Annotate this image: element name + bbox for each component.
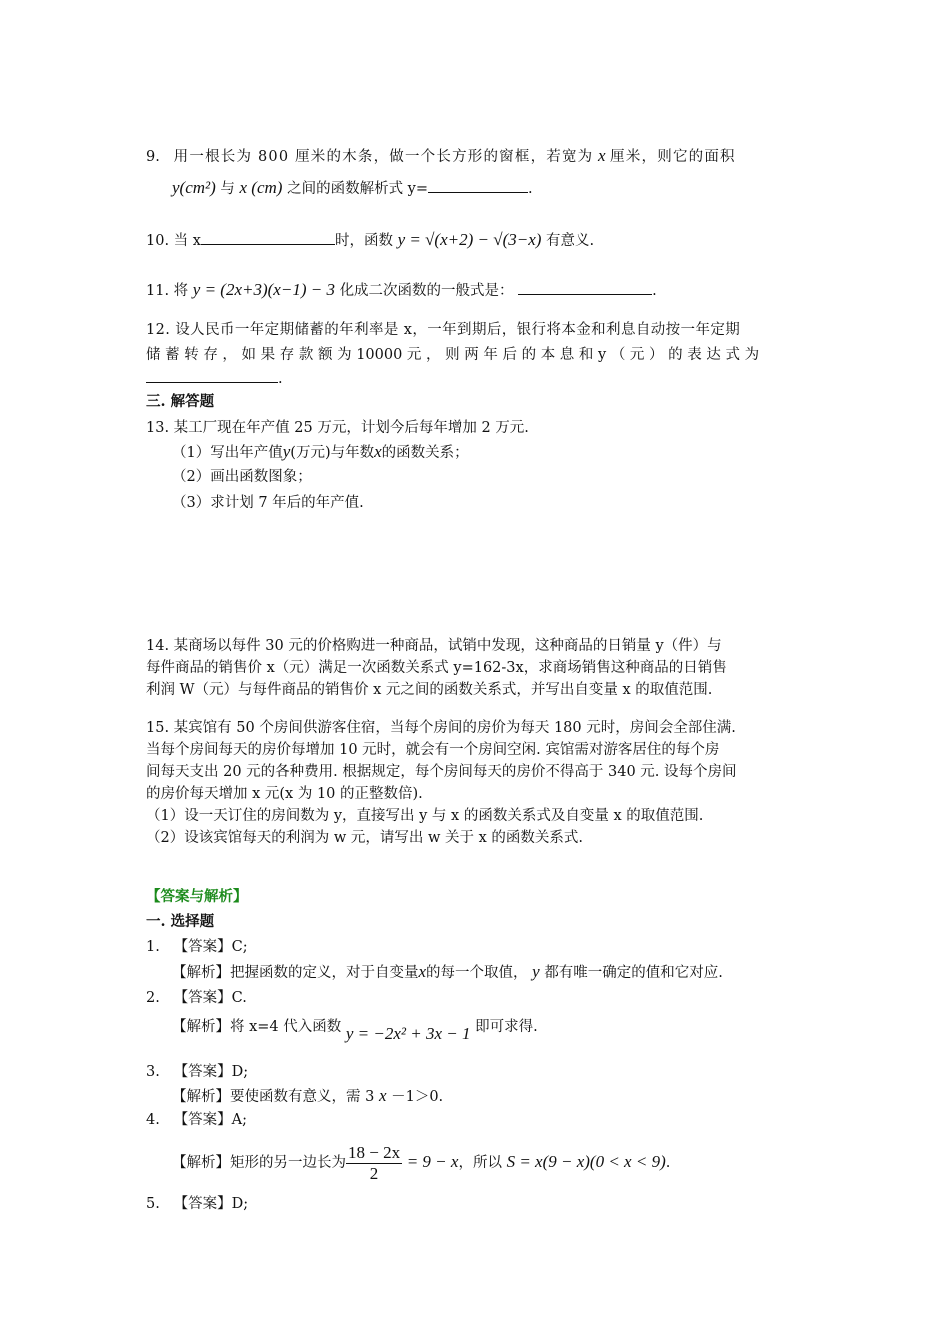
q9-text-a: 用一根长为 800 厘米的木条，做一个长方形的窗框，若宽为 (173, 149, 594, 165)
answer-4-exp-a: 【解析】矩形的另一边长为 (172, 1155, 346, 1171)
q9-end: . (528, 181, 533, 197)
q13-sub1-text-c: 的函数关系； (381, 445, 469, 461)
q13-sub1 (172, 442, 469, 463)
answer-5-number: 5. (146, 1196, 160, 1212)
q9-y-unit: y(cm²) (172, 178, 216, 197)
answer-3-var-x: x (378, 1086, 387, 1105)
q9-number: 9. (146, 149, 160, 165)
q9-var-x: x (597, 146, 606, 165)
q9-x-unit: x (cm) (239, 178, 283, 197)
answer-1-var-x: x (418, 962, 427, 981)
q15-sub2: （2）设该宾馆每天的利润为 w 元，请写出 w 关于 x 的函数关系式. (146, 830, 583, 846)
q15-line4: 的房价每天增加 x 元(x 为 10 的正整数倍). (146, 786, 423, 802)
q12-line2: 储 蓄 转 存 ， 如 果 存 款 额 为 10000 元 ， 则 两 年 后 的 本 息 和 y （ 元 ） 的 表 达 式 为 (146, 347, 760, 363)
answer-3-exp-b: －1＞0. (391, 1089, 444, 1105)
answer-3 (146, 1062, 248, 1082)
answer-1 (146, 937, 248, 957)
q13-var-x: x (374, 442, 382, 461)
q15-line2: 当每个房间每天的房价每增加 10 元时，就会有一个房间空闲. 宾馆需对游客居住的每个房 (146, 742, 720, 758)
answer-1-var-y: y (532, 962, 540, 981)
answer-1-explanation (172, 962, 723, 983)
answer-1-exp-c: 都有唯一确定的值和它对应. (544, 965, 723, 981)
answer-3-explanation (172, 1086, 443, 1107)
answer-4-equation: = 9 − x (406, 1152, 459, 1171)
answer-2-explanation (172, 1016, 538, 1043)
answer-4-number: 4. (146, 1112, 160, 1128)
q12-answer-blank[interactable] (146, 368, 278, 383)
q11-number: 11. (146, 283, 170, 299)
answer-2-value: 【答案】C. (173, 990, 247, 1006)
answer-1-exp-b: 的每一个取值， (426, 965, 528, 981)
answer-2-exp-a: 【解析】将 x=4 代入函数 (172, 1019, 342, 1035)
answer-4-fraction (346, 1143, 402, 1184)
q9-line1 (146, 146, 736, 167)
answer-4-frac-numerator: 18 − 2x (348, 1142, 401, 1162)
answer-1-value: 【答案】C; (173, 939, 248, 955)
q13-sub1-text-a: （1）写出年产值 (172, 445, 283, 461)
q14-line1: 14. 某商场以每件 30 元的价格购进一种商品，试销中发现，这种商品的日销量 y（件）与 (146, 638, 722, 654)
answer-1-exp-a: 【解析】把握函数的定义，对于自变量 (172, 965, 419, 981)
answer-4-end: . (665, 1155, 671, 1171)
answer-4-frac-denominator: 2 (369, 1163, 379, 1183)
q14-line2: 每件商品的销售价 x（元）满足一次函数关系式 y=162-3x，求商场销售这种商品的日销售 (146, 660, 727, 676)
answer-2 (146, 988, 247, 1008)
q14-line3: 利润 W（元）与每件商品的销售价 x 元之间的函数关系式，并写出自变量 x 的取值范围. (146, 682, 713, 698)
answers-section-1: 一. 选择题 (146, 913, 215, 930)
q10-text-c: 有意义. (546, 233, 595, 249)
q11-end: . (652, 283, 657, 299)
answer-2-number: 2. (146, 990, 160, 1006)
q11-formula: y = (2x+3)(x−1) − 3 (192, 280, 335, 299)
q13-sub1-text-b: (万元)与年数 (290, 445, 375, 461)
q15-line1: 15. 某宾馆有 50 个房间供游客住宿，当每个房间的房价为每天 180 元时，房间会全部住满. (146, 720, 736, 736)
answer-2-exp-b: 即可求得. (475, 1019, 538, 1035)
q10-formula: y = √(x+2) − √(3−x) (397, 230, 542, 249)
q12-line1: 12. 设人民币一年定期储蓄的年利率是 x，一年到期后，银行将本金和利息自动按一年定期 (146, 322, 741, 338)
answer-4-formula: S = x(9 − x)(0 < x < 9) (506, 1152, 666, 1171)
answer-3-value: 【答案】D; (173, 1064, 249, 1080)
q9-text-c: 之间的函数解析式 y= (287, 181, 429, 197)
answer-3-exp-a: 【解析】要使函数有意义，需 3 (172, 1089, 375, 1105)
answer-1-number: 1. (146, 939, 160, 955)
q10-text-a: 当 x (173, 233, 201, 249)
q9-line2 (172, 178, 533, 199)
q11-text-a: 将 (173, 283, 189, 299)
q9-answer-blank[interactable] (428, 178, 528, 193)
q15-line3: 间每天支出 20 元的各种费用. 根据规定，每个房间每天的房价不得高于 340 元. 设每个房间 (146, 764, 737, 780)
q12-line3 (146, 368, 283, 389)
q12-end: . (278, 371, 283, 387)
q11-answer-blank[interactable] (518, 280, 652, 295)
q11-text-b: 化成二次函数的一般式是： (339, 283, 514, 299)
q11-line (146, 280, 657, 301)
q13-var-y: y (282, 442, 291, 461)
answer-3-number: 3. (146, 1064, 160, 1080)
q13-sub2: （2）画出函数图象； (172, 469, 312, 485)
q9-text-b: 厘米，则它的面积 (610, 149, 736, 165)
answer-4-exp-b: ，所以 (458, 1155, 502, 1171)
q9-with: 与 (220, 181, 235, 197)
q13-sub3: （3）求计划 7 年后的年产值. (172, 495, 364, 511)
answer-2-formula: y = −2x² + 3x − 1 (345, 1024, 471, 1043)
q10-answer-blank[interactable] (201, 230, 335, 245)
q15-sub1: （1）设一天订住的房间数为 y，直接写出 y 与 x 的函数关系式及自变量 x 的取值范围. (146, 808, 704, 824)
answer-5-value: 【答案】D; (173, 1196, 249, 1212)
section-3-heading: 三. 解答题 (146, 393, 215, 410)
q10-number: 10. (146, 233, 170, 249)
q13-stem: 13. 某工厂现在年产值 25 万元，计划今后每年增加 2 万元. (146, 420, 529, 436)
answers-title: 【答案与解析】 (146, 888, 248, 905)
answer-4-explanation (172, 1140, 670, 1185)
q10-text-b: 时，函数 (334, 233, 393, 249)
answer-4 (146, 1110, 247, 1130)
q10-line (146, 230, 594, 251)
answer-4-value: 【答案】A; (173, 1112, 248, 1128)
answer-5 (146, 1194, 248, 1214)
